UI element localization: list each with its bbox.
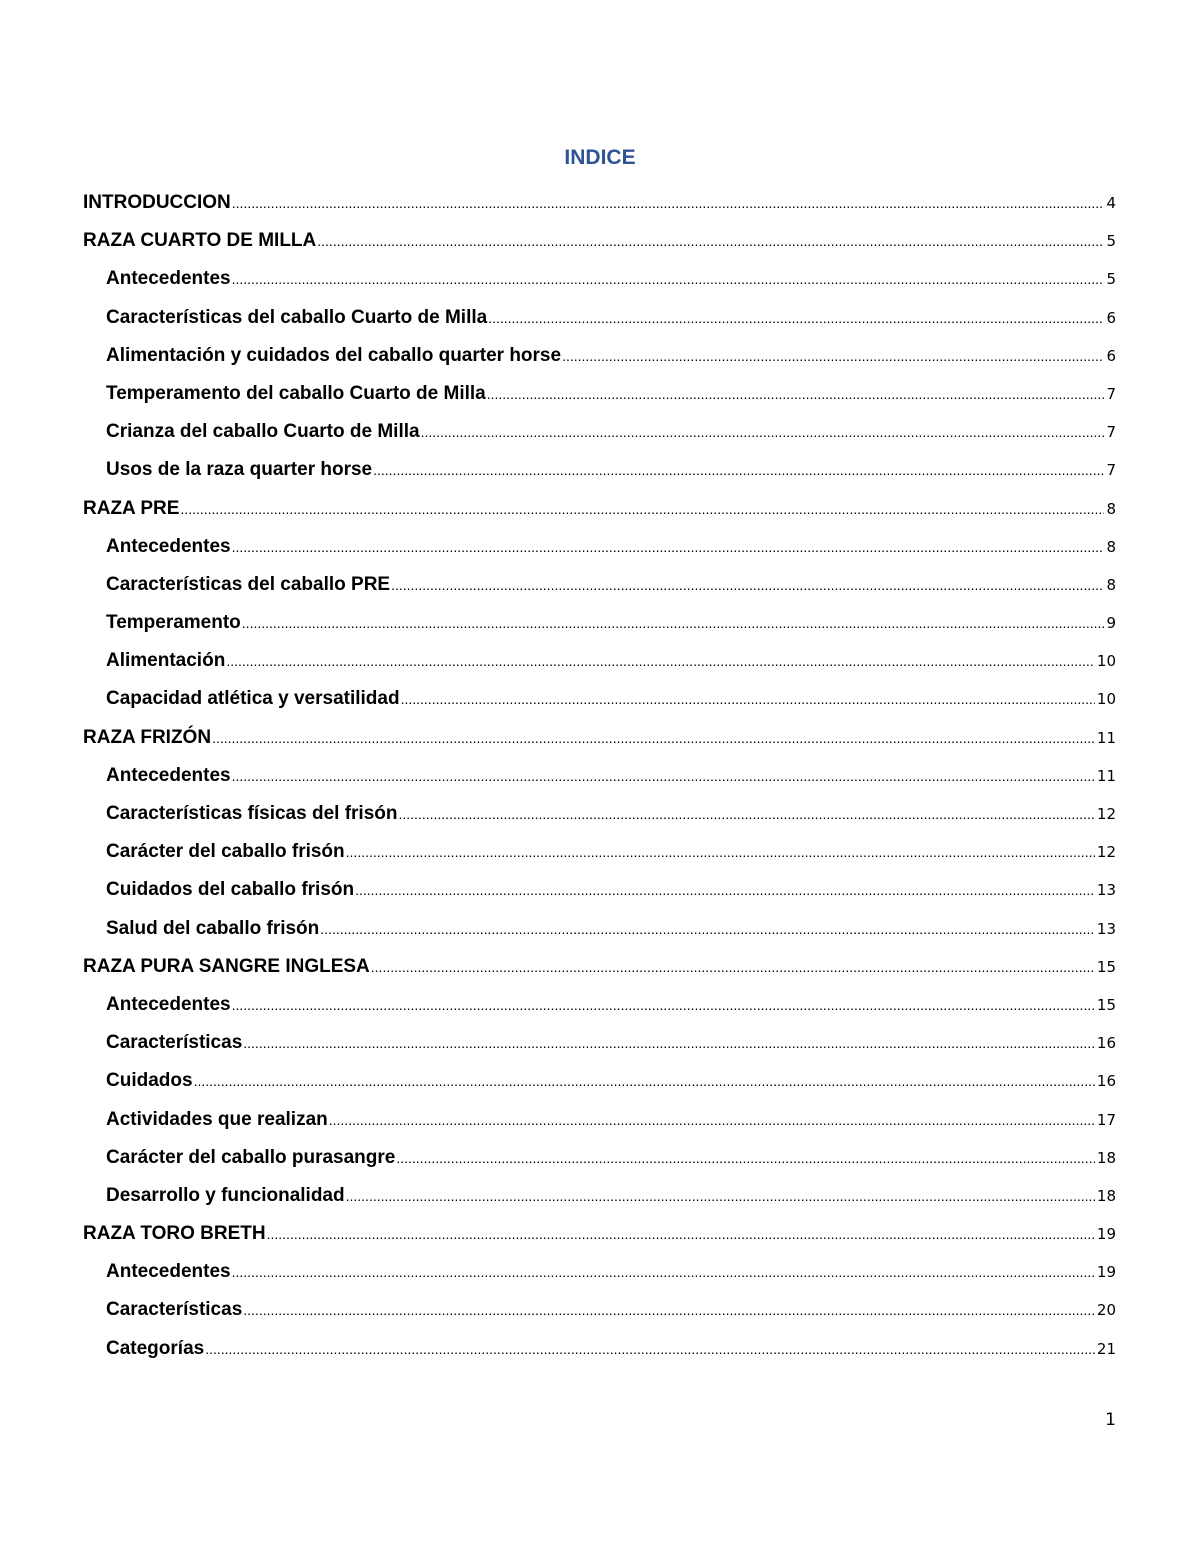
- toc-dot-leader: [243, 1024, 1095, 1062]
- toc-entry-label[interactable]: Alimentación y cuidados del caballo quarter horse: [106, 344, 562, 366]
- toc-dot-leader: [232, 184, 1105, 222]
- toc-subsection-entry[interactable]: [83, 413, 1116, 451]
- toc-dot-leader: [194, 1062, 1095, 1100]
- toc-subsection-entry[interactable]: [83, 337, 1116, 375]
- toc-section-entry[interactable]: [83, 948, 1116, 986]
- toc-subsection-entry[interactable]: [83, 1062, 1116, 1100]
- toc-entry-label[interactable]: RAZA PURA SANGRE INGLESA: [83, 955, 370, 977]
- toc-entry-label[interactable]: Características del caballo PRE: [106, 573, 391, 595]
- toc-entry-label[interactable]: Características físicas del frisón: [106, 803, 398, 824]
- page-number: 1: [1105, 1410, 1116, 1430]
- toc-entry-label[interactable]: Antecedentes: [106, 764, 231, 786]
- toc-heading: INDICE: [564, 146, 636, 169]
- toc-subsection-entry[interactable]: [83, 1253, 1116, 1291]
- toc-entry-label[interactable]: Cuidados: [106, 1070, 193, 1092]
- toc-entry-page-number[interactable]: 12: [1096, 805, 1116, 823]
- toc-entry-label[interactable]: Antecedentes: [106, 535, 231, 557]
- toc-entry-page-number[interactable]: 19: [1096, 1225, 1116, 1244]
- toc-entry-label[interactable]: RAZA CUARTO DE MILLA: [83, 230, 317, 252]
- toc-section-entry[interactable]: [83, 1215, 1116, 1253]
- toc-subsection-entry[interactable]: [83, 910, 1116, 948]
- toc-subsection-entry[interactable]: [83, 299, 1116, 337]
- toc-entry-label[interactable]: Antecedentes: [106, 993, 231, 1015]
- toc-entry-label[interactable]: Crianza del caballo Cuarto de Milla: [106, 421, 420, 443]
- toc-dot-leader: [232, 986, 1095, 1024]
- toc-dot-leader: [355, 871, 1095, 909]
- toc-entry-page-number[interactable]: 8: [1106, 575, 1116, 594]
- toc-dot-leader: [346, 1177, 1095, 1215]
- toc-dot-leader: [232, 757, 1095, 795]
- toc-dot-leader: [346, 833, 1095, 871]
- toc-entry-page-number[interactable]: 4: [1106, 194, 1116, 212]
- toc-subsection-entry[interactable]: [83, 642, 1116, 680]
- toc-dot-leader: [232, 1253, 1095, 1291]
- toc-entry-page-number[interactable]: 7: [1106, 461, 1116, 480]
- toc-dot-leader: [232, 260, 1105, 298]
- toc-entry-label[interactable]: Temperamento del caballo Cuarto de Milla: [106, 382, 486, 404]
- toc-entry-page-number[interactable]: 8: [1106, 499, 1116, 518]
- toc-entry-label[interactable]: INTRODUCCION: [83, 192, 231, 213]
- toc-dot-leader: [317, 222, 1104, 260]
- toc-section-entry[interactable]: [83, 490, 1116, 528]
- toc-subsection-entry[interactable]: [83, 451, 1116, 489]
- toc-entry-page-number[interactable]: 7: [1106, 384, 1116, 403]
- toc-entry-page-number[interactable]: 18: [1096, 1148, 1116, 1167]
- toc-subsection-entry[interactable]: [83, 375, 1116, 413]
- toc-entry-label[interactable]: Características: [106, 1032, 243, 1054]
- toc-entry-label[interactable]: Características: [106, 1299, 243, 1321]
- toc-entry-page-number[interactable]: 15: [1096, 995, 1116, 1014]
- toc-subsection-entry[interactable]: [83, 1024, 1116, 1062]
- toc-entry-page-number[interactable]: 11: [1096, 728, 1116, 747]
- toc-entry-label[interactable]: Carácter del caballo purasangre: [106, 1146, 396, 1168]
- toc-entry-page-number[interactable]: 19: [1096, 1263, 1116, 1282]
- toc-dot-leader: [267, 1215, 1095, 1253]
- toc-entry-label[interactable]: Temperamento: [106, 612, 241, 634]
- toc-subsection-entry[interactable]: [83, 986, 1116, 1024]
- toc-entry-page-number[interactable]: 5: [1106, 232, 1116, 251]
- toc-subsection-entry[interactable]: [83, 1101, 1116, 1139]
- toc-dot-leader: [488, 299, 1104, 337]
- toc-entry-label[interactable]: RAZA TORO BRETH: [83, 1223, 266, 1245]
- toc-subsection-entry[interactable]: [83, 833, 1116, 871]
- toc-subsection-entry[interactable]: [83, 1291, 1116, 1329]
- toc-subsection-entry[interactable]: [83, 528, 1116, 566]
- toc-dot-leader: [212, 719, 1095, 757]
- toc-entry-label[interactable]: RAZA FRIZÓN: [83, 726, 212, 748]
- toc-section-entry[interactable]: [83, 719, 1116, 757]
- toc-entry-label[interactable]: Capacidad atlética y versatilidad: [106, 688, 400, 710]
- toc-dot-leader: [371, 948, 1095, 986]
- toc-subsection-entry[interactable]: [83, 680, 1116, 718]
- toc-entry-label[interactable]: RAZA PRE: [83, 497, 180, 519]
- toc-dot-leader: [232, 528, 1105, 566]
- toc-entry-page-number[interactable]: 11: [1096, 766, 1116, 785]
- toc-entry-page-number[interactable]: 5: [1106, 270, 1116, 289]
- toc-subsection-entry[interactable]: [83, 871, 1116, 909]
- toc-entry-label[interactable]: Antecedentes: [106, 268, 231, 290]
- toc-dot-leader: [391, 566, 1104, 604]
- toc-dot-leader: [242, 604, 1105, 642]
- toc-section-entry[interactable]: [83, 222, 1116, 260]
- toc-entry-label[interactable]: Antecedentes: [106, 1261, 231, 1283]
- toc-dot-leader: [320, 910, 1095, 948]
- toc-entry-page-number[interactable]: 12: [1096, 843, 1116, 862]
- toc-subsection-entry[interactable]: [83, 757, 1116, 795]
- toc-subsection-entry[interactable]: [83, 604, 1116, 642]
- toc-subsection-entry[interactable]: [83, 260, 1116, 298]
- toc-entry-page-number[interactable]: 21: [1096, 1339, 1116, 1358]
- toc-entry-label[interactable]: Cuidados del caballo frisón: [106, 879, 355, 901]
- toc-entry-page-number[interactable]: 10: [1096, 690, 1116, 709]
- toc-entry-page-number[interactable]: 16: [1096, 1072, 1116, 1091]
- toc-dot-leader: [398, 795, 1094, 833]
- toc-entry-label[interactable]: Desarrollo y funcionalidad: [106, 1184, 345, 1206]
- toc-entry-page-number[interactable]: 18: [1096, 1186, 1116, 1205]
- toc-entry-page-number[interactable]: 10: [1096, 652, 1116, 671]
- toc-entry-page-number[interactable]: 17: [1096, 1110, 1116, 1129]
- toc-dot-leader: [226, 642, 1095, 680]
- toc-entry-page-number[interactable]: 9: [1106, 614, 1116, 633]
- table-of-contents: [83, 184, 1116, 1368]
- toc-dot-leader: [329, 1101, 1095, 1139]
- toc-entry-page-number[interactable]: 7: [1106, 423, 1116, 442]
- toc-subsection-entry[interactable]: [83, 1139, 1116, 1177]
- toc-dot-leader: [180, 490, 1104, 528]
- toc-dot-leader: [562, 337, 1104, 375]
- toc-subsection-entry[interactable]: [83, 1330, 1116, 1368]
- toc-entry-label[interactable]: Categorías: [106, 1337, 205, 1359]
- toc-entry-page-number[interactable]: 15: [1096, 957, 1116, 976]
- toc-section-entry[interactable]: [83, 184, 1116, 222]
- toc-entry-page-number[interactable]: 6: [1106, 346, 1116, 365]
- toc-entry-page-number[interactable]: 8: [1106, 537, 1116, 556]
- toc-entry-label[interactable]: Carácter del caballo frisón: [106, 841, 345, 863]
- toc-entry-page-number[interactable]: 13: [1096, 919, 1116, 938]
- toc-dot-leader: [487, 375, 1105, 413]
- toc-entry-page-number[interactable]: 20: [1096, 1301, 1116, 1320]
- toc-entry-label[interactable]: Actividades que realizan: [106, 1108, 328, 1130]
- toc-entry-page-number[interactable]: 13: [1096, 881, 1116, 900]
- toc-entry-label[interactable]: Usos de la raza quarter horse: [106, 459, 373, 481]
- toc-subsection-entry[interactable]: [83, 1177, 1116, 1215]
- toc-entry-label[interactable]: Salud del caballo frisón: [106, 917, 320, 939]
- toc-dot-leader: [401, 680, 1095, 718]
- toc-entry-page-number[interactable]: 16: [1096, 1034, 1116, 1053]
- toc-dot-leader: [421, 413, 1105, 451]
- toc-dot-leader: [205, 1330, 1095, 1368]
- toc-subsection-entry[interactable]: [83, 566, 1116, 604]
- toc-dot-leader: [243, 1291, 1095, 1329]
- toc-dot-leader: [396, 1139, 1095, 1177]
- toc-dot-leader: [373, 451, 1104, 489]
- toc-entry-label[interactable]: Características del caballo Cuarto de Milla: [106, 306, 488, 328]
- toc-entry-page-number[interactable]: 6: [1106, 308, 1116, 327]
- toc-subsection-entry[interactable]: [83, 795, 1116, 833]
- toc-entry-label[interactable]: Alimentación: [106, 650, 226, 672]
